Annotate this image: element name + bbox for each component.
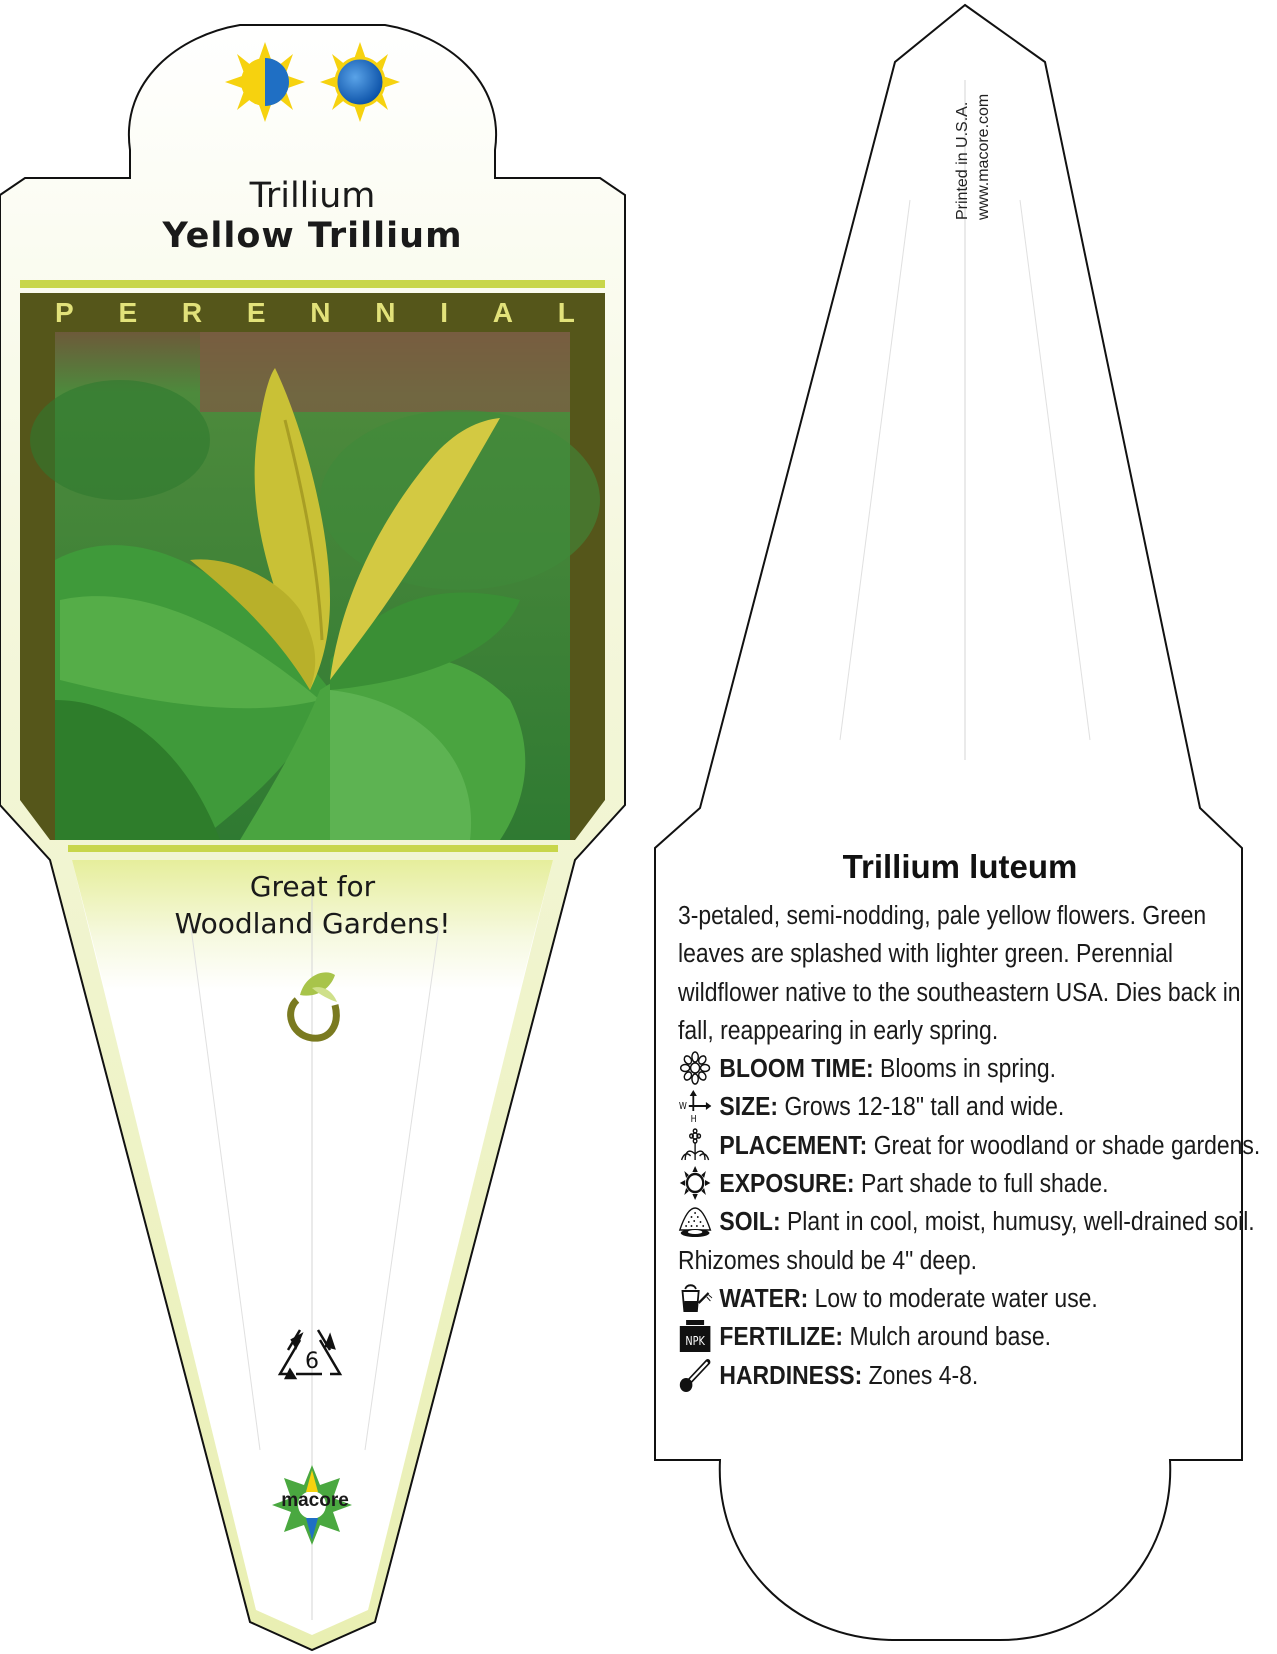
- size-h-label: H: [690, 1114, 697, 1124]
- detail-text: Blooms in spring.: [880, 1055, 1057, 1084]
- detail-bloom-time: [678, 1050, 1263, 1088]
- recycle-code: 6: [305, 1349, 319, 1374]
- detail-fertilize: [678, 1318, 1263, 1356]
- printed-line2: www.macore.com: [975, 93, 992, 220]
- botanical-name: Trillium luteum: [842, 848, 1078, 885]
- detail-label: FERTILIZE:: [719, 1323, 844, 1352]
- genus-name: Trillium: [249, 176, 376, 216]
- detail-text: Great for woodland or shade gardens.: [873, 1131, 1261, 1160]
- brand-name: macore: [281, 1490, 349, 1511]
- size-arrows-icon: [678, 1089, 712, 1123]
- category-letter: N: [375, 297, 396, 328]
- category-letter: P: [55, 297, 74, 328]
- watering-can-icon: [678, 1281, 712, 1315]
- detail-text: Plant in cool, moist, humusy, well-drained soil. Rhizomes should be 4" deep.: [678, 1208, 1255, 1275]
- detail-label: SOIL:: [719, 1208, 781, 1237]
- detail-text: Grows 12-18" tall and wide.: [784, 1093, 1065, 1122]
- detail-text: Low to moderate water use.: [814, 1284, 1098, 1313]
- part-shade-sun-icon: [225, 42, 305, 122]
- soil-pile-icon: [678, 1204, 712, 1238]
- detail-label: SIZE:: [719, 1093, 779, 1122]
- tagline-line1: Great for: [249, 870, 376, 903]
- detail-size: [678, 1088, 1263, 1126]
- thermometer-icon: [678, 1358, 712, 1392]
- detail-text: Part shade to full shade.: [860, 1170, 1109, 1199]
- category-letter: I: [440, 297, 449, 328]
- plant-placement-icon: [678, 1128, 712, 1162]
- category-label: [55, 297, 575, 329]
- care-info: [678, 897, 1263, 1395]
- detail-label: BLOOM TIME:: [719, 1055, 874, 1084]
- detail-label: PLACEMENT:: [719, 1131, 868, 1160]
- printed-line1: Printed in U.S.A.: [954, 101, 971, 220]
- detail-water: [678, 1280, 1263, 1318]
- detail-hardiness: [678, 1357, 1263, 1395]
- detail-label: WATER:: [719, 1284, 809, 1313]
- category-letter: L: [557, 297, 575, 328]
- detail-soil: [678, 1203, 1263, 1280]
- detail-label: EXPOSURE:: [719, 1170, 855, 1199]
- flower-icon: [678, 1051, 712, 1085]
- tagline-line2: Woodland Gardens!: [174, 907, 451, 940]
- npk-fertilizer-icon: [678, 1319, 712, 1353]
- printed-info: [952, 50, 992, 220]
- category-letter: R: [181, 297, 203, 328]
- detail-placement: [678, 1127, 1263, 1165]
- category-letter: A: [492, 297, 514, 328]
- npk-label: NPK: [685, 1333, 705, 1349]
- detail-text: Zones 4-8.: [868, 1361, 979, 1390]
- category-letter: N: [310, 297, 331, 328]
- detail-exposure: [678, 1165, 1263, 1203]
- category-letter: E: [246, 297, 266, 328]
- category-letter: E: [118, 297, 138, 328]
- sun-outline-icon: [678, 1166, 712, 1200]
- detail-label: HARDINESS:: [719, 1361, 863, 1390]
- tagline: [70, 868, 555, 942]
- size-w-label: W: [678, 1101, 687, 1113]
- description: 3-petaled, semi-nodding, pale yellow flowers. Green leaves are splashed with lighter green. Perennial wildflower native to the southeastern USA. Dies back in fall, reappearing in early spring.: [678, 902, 1241, 1045]
- full-shade-sun-icon: [320, 42, 400, 122]
- trillium-photo: [30, 332, 600, 840]
- detail-text: Mulch around base.: [849, 1323, 1052, 1352]
- common-name: Yellow Trillium: [162, 216, 463, 256]
